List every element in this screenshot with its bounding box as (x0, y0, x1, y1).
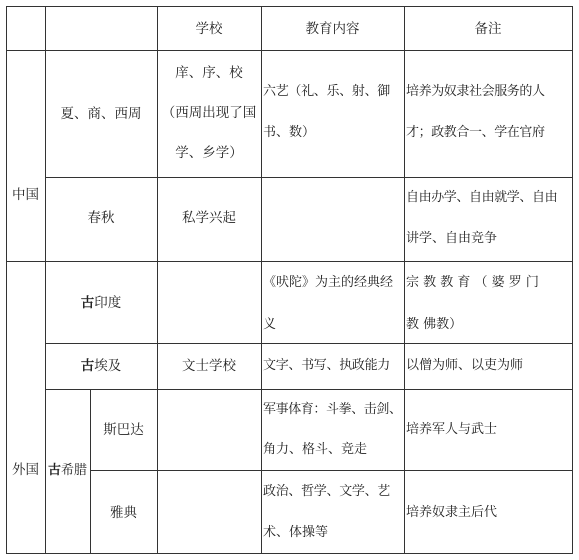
section-label-foreign: 外国 (12, 462, 39, 478)
header-content: 教育内容 (305, 21, 360, 37)
school-egypt: 文士学校 (182, 358, 236, 374)
header-divider (6, 50, 573, 51)
section-divider (6, 261, 573, 262)
country-name: 印度 (94, 295, 122, 311)
content-sparta-line1: 军事体育：斗拳、击剑、 (263, 402, 402, 417)
note-india-line1: 宗 教 教 育 （ 婆 罗 门 (406, 275, 539, 290)
note-athens: 培养奴隶主后代 (406, 505, 498, 520)
row-divider (45, 177, 573, 178)
note-xia-shang-line1: 培养为奴隶社会服务的人 (406, 84, 545, 99)
city-athens: 雅典 (110, 505, 137, 521)
ancient-prefix: 古 (80, 295, 95, 311)
table-border-right (572, 6, 573, 554)
column-divider (90, 389, 91, 554)
note-xia-shang-line2: 才；政教合一、学在官府 (406, 125, 545, 140)
school-chunqiu: 私学兴起 (182, 210, 236, 226)
row-divider (90, 470, 573, 471)
note-egypt: 以僧为师、以吏为师 (406, 358, 524, 373)
table-border-top (6, 6, 573, 7)
note-india-line2: 教 佛教） (406, 317, 463, 332)
content-egypt: 文字、书写、执政能力 (263, 358, 391, 373)
header-school: 学校 (195, 21, 223, 37)
column-divider (261, 6, 262, 554)
column-divider (157, 6, 158, 554)
country-name: 希腊 (61, 463, 88, 478)
content-xia-shang-line2: 书、数） (263, 125, 316, 140)
section-label-china: 中国 (12, 187, 39, 203)
school-xia-shang-line3: 学、乡学） (175, 145, 243, 161)
row-divider (45, 343, 573, 344)
school-xia-shang-line1: 庠、序、校 (175, 65, 243, 81)
country-ancient-egypt (45, 351, 157, 381)
period-xia-shang-zhou: 夏、商、西周 (60, 106, 142, 122)
content-xia-shang-line1: 六艺（礼、乐、射、御 (263, 84, 391, 99)
content-athens-line2: 术、体操等 (263, 525, 329, 540)
country-ancient-greece (45, 456, 90, 486)
school-xia-shang-line2: （西周出现了国 (161, 105, 257, 121)
content-india-line2: 义 (263, 317, 277, 332)
note-chunqiu-line1: 自由办学、自由就学、自由 (406, 190, 558, 205)
ancient-prefix: 古 (80, 358, 95, 374)
ancient-prefix: 古 (47, 463, 61, 478)
note-chunqiu-line2: 讲学、自由竞争 (406, 231, 498, 246)
country-ancient-india (45, 288, 157, 318)
note-sparta: 培养军人与武士 (406, 422, 498, 437)
row-divider (45, 389, 573, 390)
content-athens-line1: 政治、哲学、文学、艺 (263, 484, 391, 499)
city-sparta: 斯巴达 (103, 422, 144, 438)
country-name: 埃及 (94, 358, 122, 374)
table-border-bottom (6, 553, 573, 554)
content-india-line1: 《吠陀》为主的经典经 (263, 275, 394, 290)
period-chunqiu: 春秋 (87, 210, 115, 226)
header-note: 备注 (474, 21, 502, 37)
content-sparta-line2: 角力、格斗、竞走 (263, 442, 368, 457)
column-divider (404, 6, 405, 554)
